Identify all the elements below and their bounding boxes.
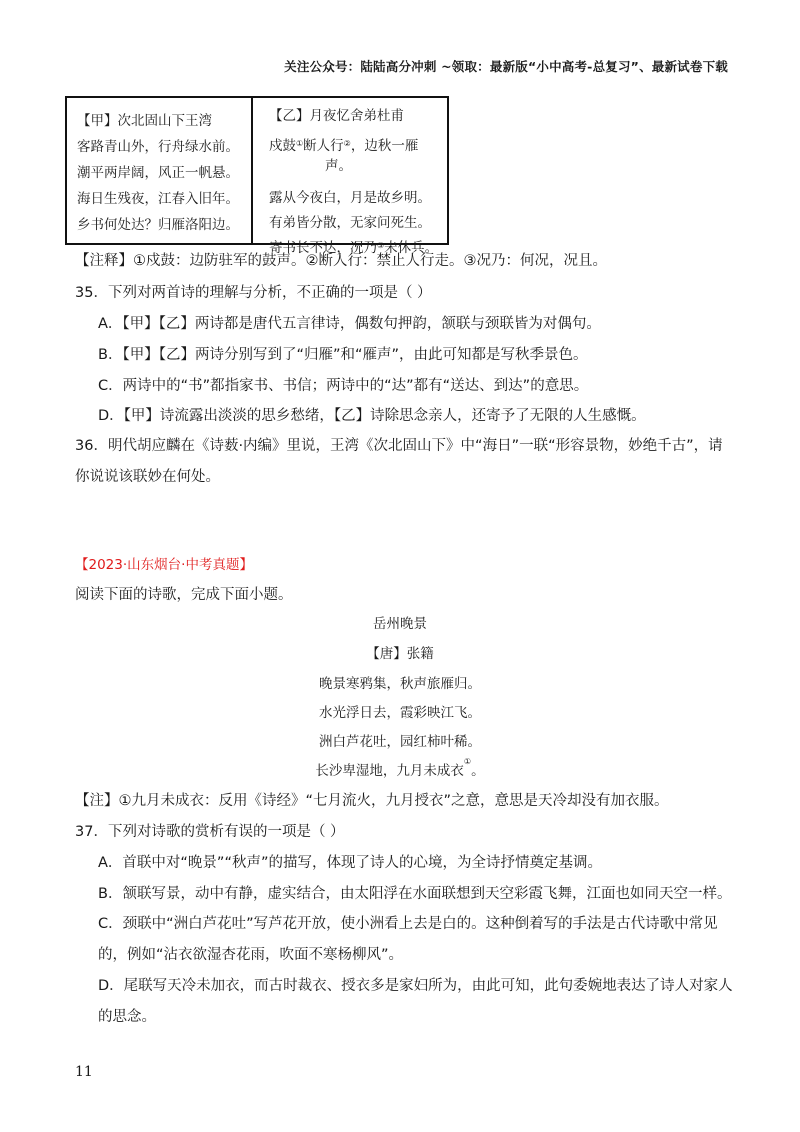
text: 长沙卑湿地，九月未成衣 bbox=[315, 763, 464, 779]
footnote-mark: ② bbox=[343, 139, 351, 148]
poem-a-line: 客路青山外，行舟绿水前。 bbox=[77, 139, 239, 155]
poem-c-line: 洲白芦花吐，园红柿叶稀。 bbox=[319, 734, 481, 750]
annotation-note: 【注释】①戍鼓：边防驻军的鼓声。②断人行：禁止人行走。③况乃：何况，况且。 bbox=[75, 253, 607, 269]
poem-a-line: 海日生残夜，江春入旧年。 bbox=[77, 191, 239, 207]
poem-b-line-1-cont: 声。 bbox=[325, 158, 352, 174]
poem-c-line: 水光浮日去，霞彩映江飞。 bbox=[319, 705, 481, 721]
annotation-note-2: 【注】①九月未成衣：反用《诗经》“七月流火，九月授衣”之意，意思是天冷却没有加衣服。 bbox=[75, 793, 669, 809]
question-36-line1: 36．明代胡应麟在《诗薮·内编》里说，王湾《次北固山下》中“海日”一联“形容景物，妙绝千古”，请 bbox=[75, 438, 723, 454]
text: 戍鼓 bbox=[269, 138, 296, 154]
option-b: B．颔联写景，动中有静，虚实结合，由太阳浮在水面联想到天空彩霞飞舞，江面也如同天空一样。 bbox=[98, 886, 732, 902]
poem-a-line: 潮平两岸阔，风正一帆悬。 bbox=[77, 165, 239, 181]
option-d-line2: 的思念。 bbox=[98, 1009, 156, 1025]
text: 寄书长不达，况乃 bbox=[269, 240, 377, 256]
option-c-line2: 的，例如“沾衣欲湿杏花雨，吹面不寒杨柳风”。 bbox=[98, 947, 404, 963]
poem-b-cell bbox=[253, 98, 447, 256]
poem-b-line-2: 露从今夜白，月是故乡明。 bbox=[269, 190, 431, 206]
option-c-line1: C．颈联中“洲白芦花吐”写芦花开放，使小洲看上去是白的。这种倒着写的手法是古代诗歌中常见 bbox=[98, 916, 718, 932]
poem-c-author: 【唐】张籍 bbox=[366, 646, 434, 662]
question-35-stem: 35．下列对两首诗的理解与分析，不正确的一项是（ ） bbox=[75, 285, 432, 301]
text: 未休兵。 bbox=[384, 240, 439, 256]
option-a: A．首联中对“晚景”“秋声”的描写，体现了诗人的心境，为全诗抒情奠定基调。 bbox=[98, 855, 602, 871]
question-36-line2: 你说说该联妙在何处。 bbox=[75, 469, 220, 485]
option-d-line1: D．尾联写天冷未加衣，而古时裁衣、授衣多是家妇所为，由此可知，此句委婉地表达了诗人对家人 bbox=[98, 978, 733, 994]
footnote-mark: ③ bbox=[377, 241, 385, 250]
instruction-text: 阅读下面的诗歌，完成下面小题。 bbox=[75, 587, 293, 603]
page-number: 11 bbox=[75, 1064, 93, 1080]
poem-c-last-line bbox=[0, 759, 800, 779]
footnote-mark: ① bbox=[463, 757, 472, 766]
poem-b-line-3: 有弟皆分散，无家问死生。 bbox=[269, 215, 431, 231]
poem-a-line: 乡书何处达？归雁洛阳边。 bbox=[77, 217, 239, 233]
text: 。 bbox=[471, 763, 485, 779]
page-header: 关注公众号：陆陆高分冲刺 ~领取：最新版“小中高考-总复习”、最新试卷下载 bbox=[284, 59, 728, 74]
option-c: C．两诗中的“书”都指家书、书信；两诗中的“达”都有“送达、到达”的意思。 bbox=[98, 378, 589, 394]
poem-b-line-1 bbox=[269, 136, 439, 156]
poem-comparison-table bbox=[65, 96, 449, 256]
poem-b-title: 【乙】月夜忆舍弟杜甫 bbox=[269, 108, 404, 124]
source-tag: 【2023·山东烟台·中考真题】 bbox=[75, 557, 253, 573]
poem-c-line: 晚景寒鸦集，秋声旅雁归。 bbox=[319, 676, 481, 692]
question-37-stem: 37．下列对诗歌的赏析有误的一项是（ ） bbox=[75, 824, 345, 840]
option-a: A．【甲】【乙】两诗都是唐代五言律诗，偶数句押韵，颔联与颈联皆为对偶句。 bbox=[98, 316, 601, 332]
text: 断人行 bbox=[303, 138, 344, 154]
text: ，边秋一雁 bbox=[350, 138, 419, 154]
footnote-mark: ① bbox=[296, 139, 304, 148]
poem-a-cell bbox=[67, 98, 253, 243]
option-d: D．【甲】诗流露出淡淡的思乡愁绪，【乙】诗除思念亲人，还寄予了无限的人生感慨。 bbox=[98, 408, 646, 424]
option-b: B．【甲】【乙】两诗分别写到了“归雁”和“雁声”，由此可知都是写秋季景色。 bbox=[98, 347, 588, 363]
poem-c-title: 岳州晚景 bbox=[373, 616, 427, 632]
poem-a-title: 【甲】次北固山下王湾 bbox=[77, 113, 212, 129]
